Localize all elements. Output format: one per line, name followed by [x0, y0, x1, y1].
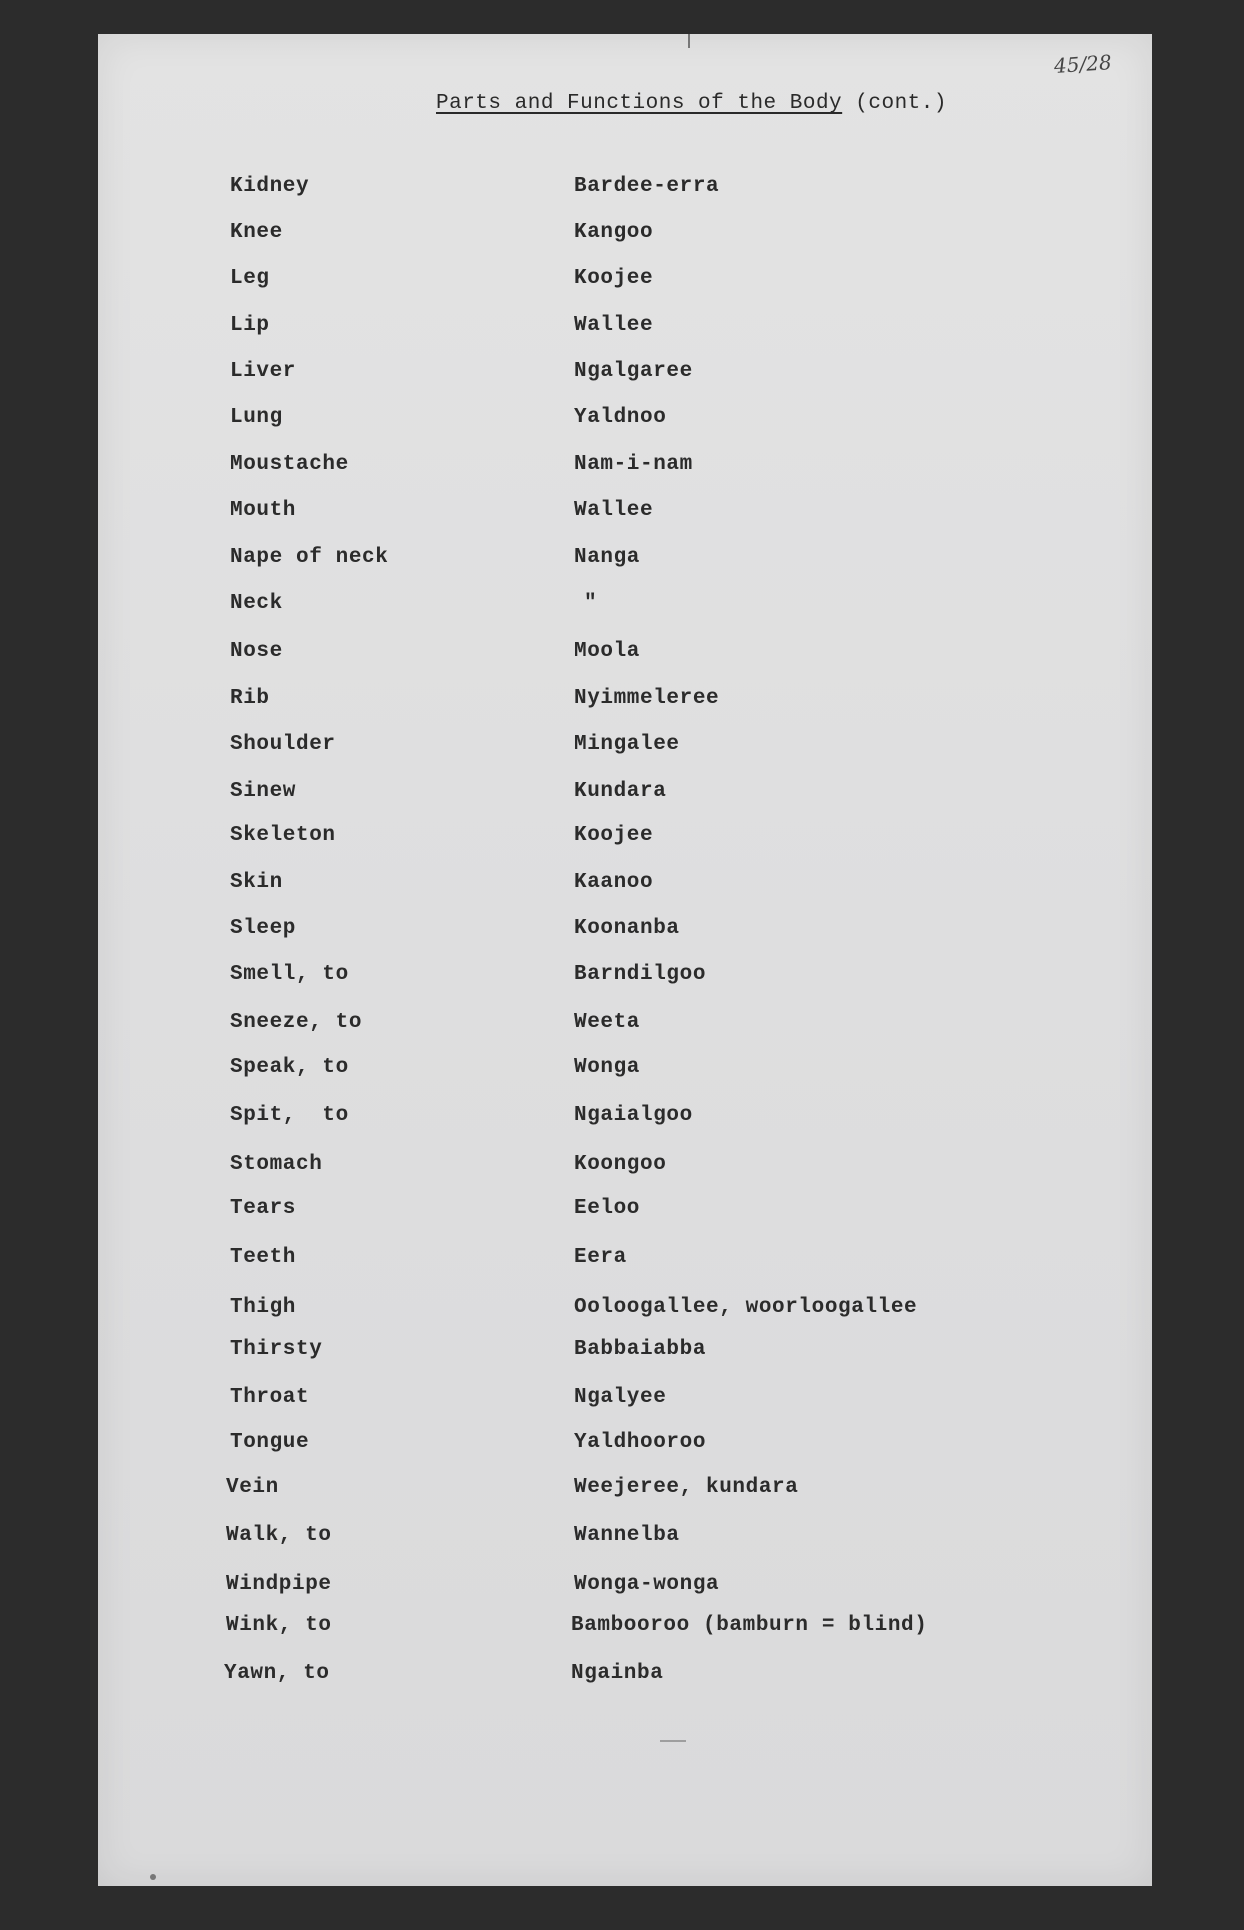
english-word: Wink, to — [226, 1614, 332, 1637]
list-item — [98, 1386, 1152, 1416]
english-word: Skeleton — [230, 824, 336, 847]
aboriginal-word: Koongoo — [574, 1153, 667, 1176]
aboriginal-word: Moola — [574, 640, 641, 663]
aboriginal-word: Ngalyee — [574, 1386, 667, 1409]
aboriginal-word: Bambooroo (bamburn = blind) — [571, 1614, 928, 1637]
aboriginal-word: Wannelba — [574, 1524, 680, 1547]
aboriginal-word: Nam-i-nam — [574, 453, 693, 476]
list-item — [98, 1662, 1152, 1692]
list-item — [98, 733, 1152, 763]
english-word: Tears — [230, 1197, 297, 1220]
list-item — [98, 1246, 1152, 1276]
aboriginal-word: Weejeree, kundara — [574, 1476, 799, 1499]
english-word: Lung — [230, 406, 283, 429]
aboriginal-word: Ooloogallee, woorloogallee — [574, 1296, 918, 1319]
aboriginal-word: Barndilgoo — [574, 963, 707, 986]
english-word: Shoulder — [230, 733, 336, 756]
aboriginal-word: " — [584, 592, 598, 615]
list-item — [98, 267, 1152, 297]
aboriginal-word: Ngainba — [571, 1662, 664, 1685]
aboriginal-word: Mingalee — [574, 733, 680, 756]
aboriginal-word: Nyimmeleree — [574, 687, 720, 710]
smudge-mark — [660, 1740, 686, 1742]
english-word: Lip — [230, 314, 270, 337]
aboriginal-word: Nanga — [574, 546, 641, 569]
english-word: Vein — [226, 1476, 279, 1499]
aboriginal-word: Yaldhooroo — [574, 1431, 707, 1454]
list-item — [98, 453, 1152, 483]
aboriginal-word: Wallee — [574, 314, 654, 337]
list-item — [98, 1573, 1152, 1603]
english-word: Tongue — [230, 1431, 310, 1454]
english-word: Sleep — [230, 917, 297, 940]
list-item — [98, 175, 1152, 205]
aboriginal-word: Eeloo — [574, 1197, 641, 1220]
list-item — [98, 406, 1152, 436]
aboriginal-word: Koojee — [574, 824, 654, 847]
aboriginal-word: Wonga — [574, 1056, 641, 1079]
list-item — [98, 1197, 1152, 1227]
list-item — [98, 687, 1152, 717]
english-word: Moustache — [230, 453, 349, 476]
aboriginal-word: Kundara — [574, 780, 667, 803]
aboriginal-word: Kangoo — [574, 221, 654, 244]
english-word: Walk, to — [226, 1524, 332, 1547]
list-item — [98, 1153, 1152, 1183]
english-word: Sneeze, to — [230, 1011, 363, 1034]
english-word: Skin — [230, 871, 283, 894]
list-item — [98, 221, 1152, 251]
english-word: Windpipe — [226, 1573, 332, 1596]
english-word: Neck — [230, 592, 283, 615]
english-word: Leg — [230, 267, 270, 290]
aboriginal-word: Weeta — [574, 1011, 641, 1034]
list-item — [98, 1296, 1152, 1326]
english-word: Sinew — [230, 780, 297, 803]
page-title — [436, 92, 947, 115]
list-item — [98, 1338, 1152, 1368]
list-item — [98, 1431, 1152, 1461]
aboriginal-word: Babbaiabba — [574, 1338, 707, 1361]
list-item — [98, 824, 1152, 854]
list-item — [98, 360, 1152, 390]
aboriginal-word: Wonga-wonga — [574, 1573, 720, 1596]
document-page — [98, 34, 1152, 1886]
english-word: Speak, to — [230, 1056, 349, 1079]
page-number: 45/28 — [1053, 50, 1113, 78]
aboriginal-word: Ngalgaree — [574, 360, 693, 383]
english-word: Thigh — [230, 1296, 297, 1319]
list-item — [98, 1011, 1152, 1041]
english-word: Stomach — [230, 1153, 323, 1176]
list-item — [98, 1614, 1152, 1644]
english-word: Knee — [230, 221, 283, 244]
list-item — [98, 1104, 1152, 1134]
aboriginal-word: Eera — [574, 1246, 627, 1269]
list-item — [98, 499, 1152, 529]
list-item — [98, 780, 1152, 810]
list-item — [98, 314, 1152, 344]
list-item — [98, 1056, 1152, 1086]
english-word: Kidney — [230, 175, 310, 198]
aboriginal-word: Koonanba — [574, 917, 680, 940]
aboriginal-word: Bardee-erra — [574, 175, 720, 198]
title-suffix: (cont.) — [842, 92, 947, 115]
aboriginal-word: Kaanoo — [574, 871, 654, 894]
aboriginal-word: Ngaialgoo — [574, 1104, 693, 1127]
english-word: Mouth — [230, 499, 297, 522]
list-item — [98, 963, 1152, 993]
aboriginal-word: Wallee — [574, 499, 654, 522]
edge-mark — [688, 34, 690, 48]
smudge-mark — [150, 1874, 156, 1880]
english-word: Nape of neck — [230, 546, 389, 569]
list-item — [98, 1476, 1152, 1506]
english-word: Teeth — [230, 1246, 297, 1269]
title-main: Parts and Functions of the Body — [436, 92, 843, 115]
list-item — [98, 546, 1152, 576]
english-word: Yawn, to — [224, 1662, 330, 1685]
english-word: Throat — [230, 1386, 310, 1409]
english-word: Smell, to — [230, 963, 349, 986]
english-word: Liver — [230, 360, 297, 383]
aboriginal-word: Yaldnoo — [574, 406, 667, 429]
english-word: Nose — [230, 640, 283, 663]
list-item — [98, 871, 1152, 901]
english-word: Thirsty — [230, 1338, 323, 1361]
list-item — [98, 640, 1152, 670]
english-word: Rib — [230, 687, 270, 710]
aboriginal-word: Koojee — [574, 267, 654, 290]
list-item — [98, 1524, 1152, 1554]
english-word: Spit, to — [230, 1104, 349, 1127]
list-item — [98, 592, 1152, 622]
list-item — [98, 917, 1152, 947]
